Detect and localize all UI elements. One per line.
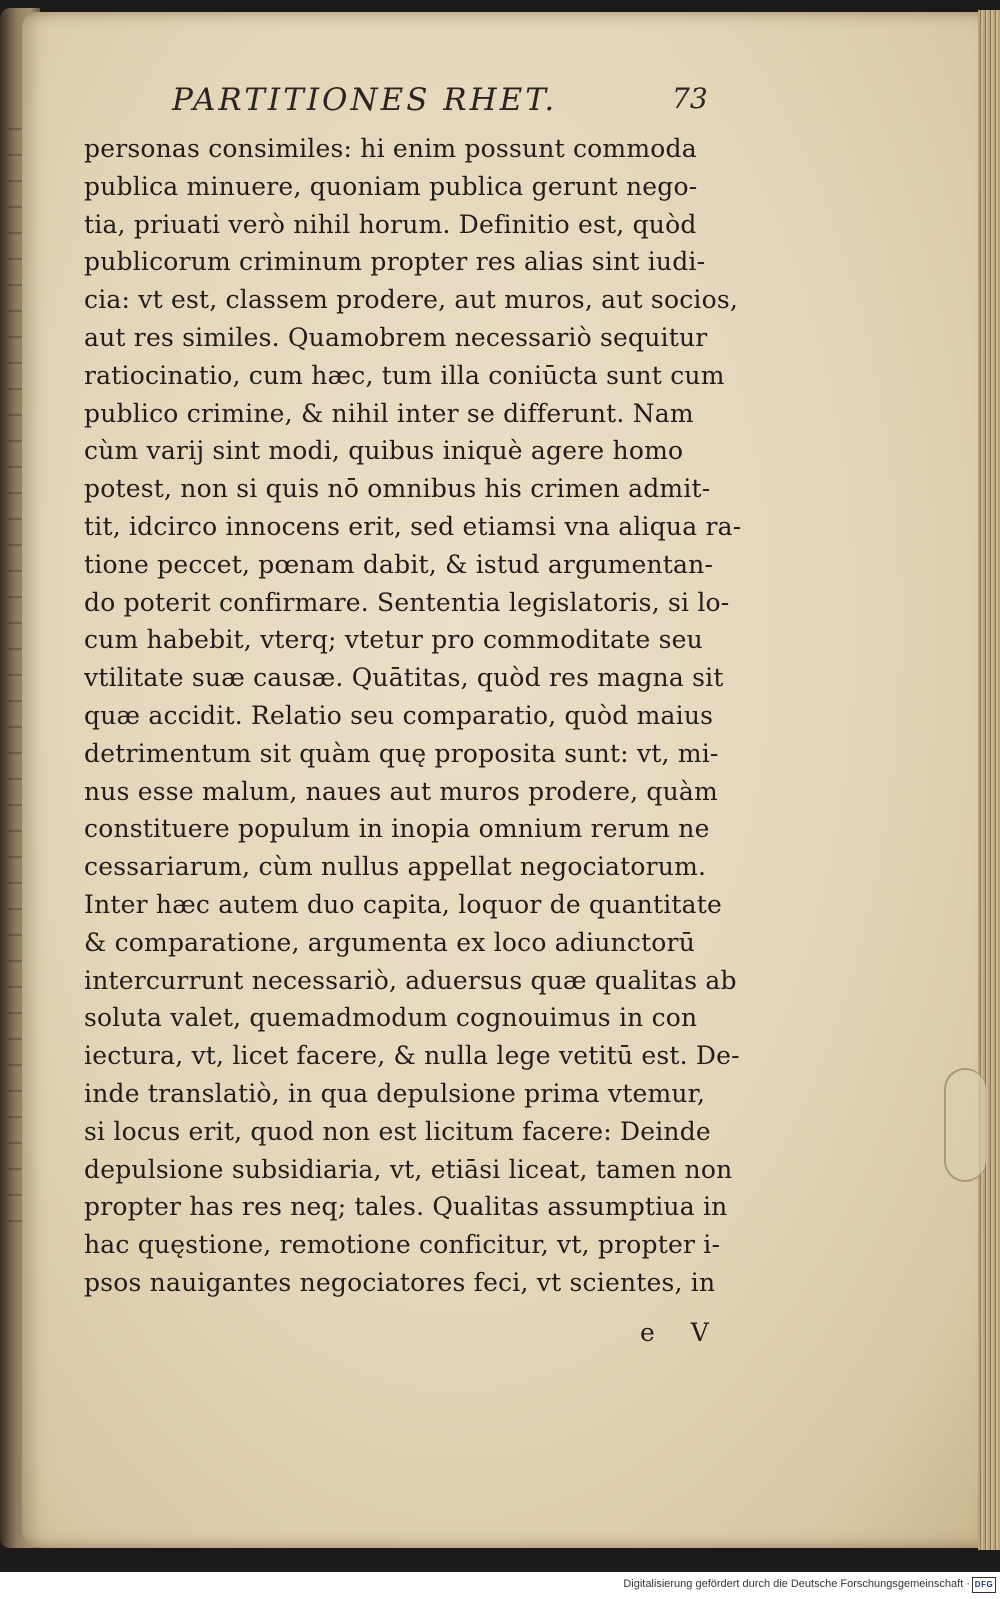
text-line: do poterit confirmare. Sententia legislatoris, si lo-	[84, 587, 730, 617]
text-line: constituere populum in inopia omnium rerum ne	[84, 814, 710, 844]
text-line: psos nauigantes negociatores feci, vt scientes, in	[84, 1267, 716, 1297]
dfg-logo	[972, 1577, 996, 1593]
text-line: aut res similes. Quamobrem necessariò sequitur	[84, 322, 708, 352]
text-line: & comparatione, argumenta ex loco adiunctorū	[84, 927, 696, 957]
text-line: publico crimine, & nihil inter se differunt. Nam	[84, 398, 694, 428]
text-line: potest, non si quis nō omnibus his crimen admit-	[84, 474, 711, 504]
text-line: intercurrunt necessariò, aduersus quæ qualitas ab	[84, 965, 737, 995]
page-number: 73	[672, 82, 708, 115]
text-line: iectura, vt, licet facere, & nulla lege vetitū est. De-	[84, 1041, 740, 1071]
body-text	[84, 130, 764, 1302]
text-line: Inter hæc autem duo capita, loquor de quantitate	[84, 889, 723, 919]
text-line: tit, idcirco innocens erit, sed etiamsi vna aliqua ra-	[84, 511, 742, 541]
signature-mark: e V	[640, 1318, 723, 1347]
text-line: nus esse malum, naues aut muros prodere, quàm	[84, 776, 718, 806]
text-line: detrimentum sit quàm quę proposita sunt: vt, mi-	[84, 738, 719, 768]
funding-credit: Digitalisierung gefördert durch die Deutsche Forschungsgemeinschaft ·	[623, 1578, 970, 1590]
text-line: tione peccet, pœnam dabit, & istud argumentan-	[84, 549, 714, 579]
text-line: ratiocinatio, cum hæc, tum illa coniūcta sunt cum	[84, 360, 725, 390]
text-line: cùm varij sint modi, quibus iniquè agere homo	[84, 436, 684, 466]
text-line: inde translatiò, in qua depulsione prima vtemur,	[84, 1078, 706, 1108]
text-line: si locus erit, quod non est licitum facere: Deinde	[84, 1116, 711, 1146]
dfg-logo-text: DFG	[974, 1580, 994, 1589]
text-line: cia: vt est, classem prodere, aut muros, aut socios,	[84, 285, 739, 315]
text-line: publica minuere, quoniam publica gerunt nego-	[84, 171, 698, 201]
running-head: PARTITIONES RHET.	[172, 82, 558, 118]
text-line: hac quęstione, remotione conficitur, vt, propter i-	[84, 1230, 721, 1260]
text-line: cessariarum, cùm nullus appellat negociatorum.	[84, 852, 707, 882]
page-header	[172, 82, 732, 122]
digitization-footer	[0, 1572, 1000, 1599]
text-line: propter has res neq; tales. Qualitas assumptiua in	[84, 1192, 728, 1222]
text-line: personas consimiles: hi enim possunt commoda	[84, 134, 697, 163]
text-line: vtilitate suæ causæ. Quātitas, quòd res magna sit	[84, 663, 724, 693]
page-tab-mark	[944, 1068, 986, 1182]
text-line: depulsione subsidiaria, vt, etiāsi liceat, tamen non	[84, 1154, 733, 1184]
text-line: cum habebit, vterq; vtetur pro commoditate seu	[84, 625, 703, 655]
text-line: publicorum criminum propter res alias sint iudi-	[84, 247, 706, 277]
page-fore-edge	[978, 10, 1000, 1550]
text-line: soluta valet, quemadmodum cognouimus in con	[84, 1003, 698, 1033]
text-line: quæ accidit. Relatio seu comparatio, quòd maius	[84, 700, 714, 730]
text-line: tia, priuati verò nihil horum. Definitio est, quòd	[84, 209, 697, 239]
